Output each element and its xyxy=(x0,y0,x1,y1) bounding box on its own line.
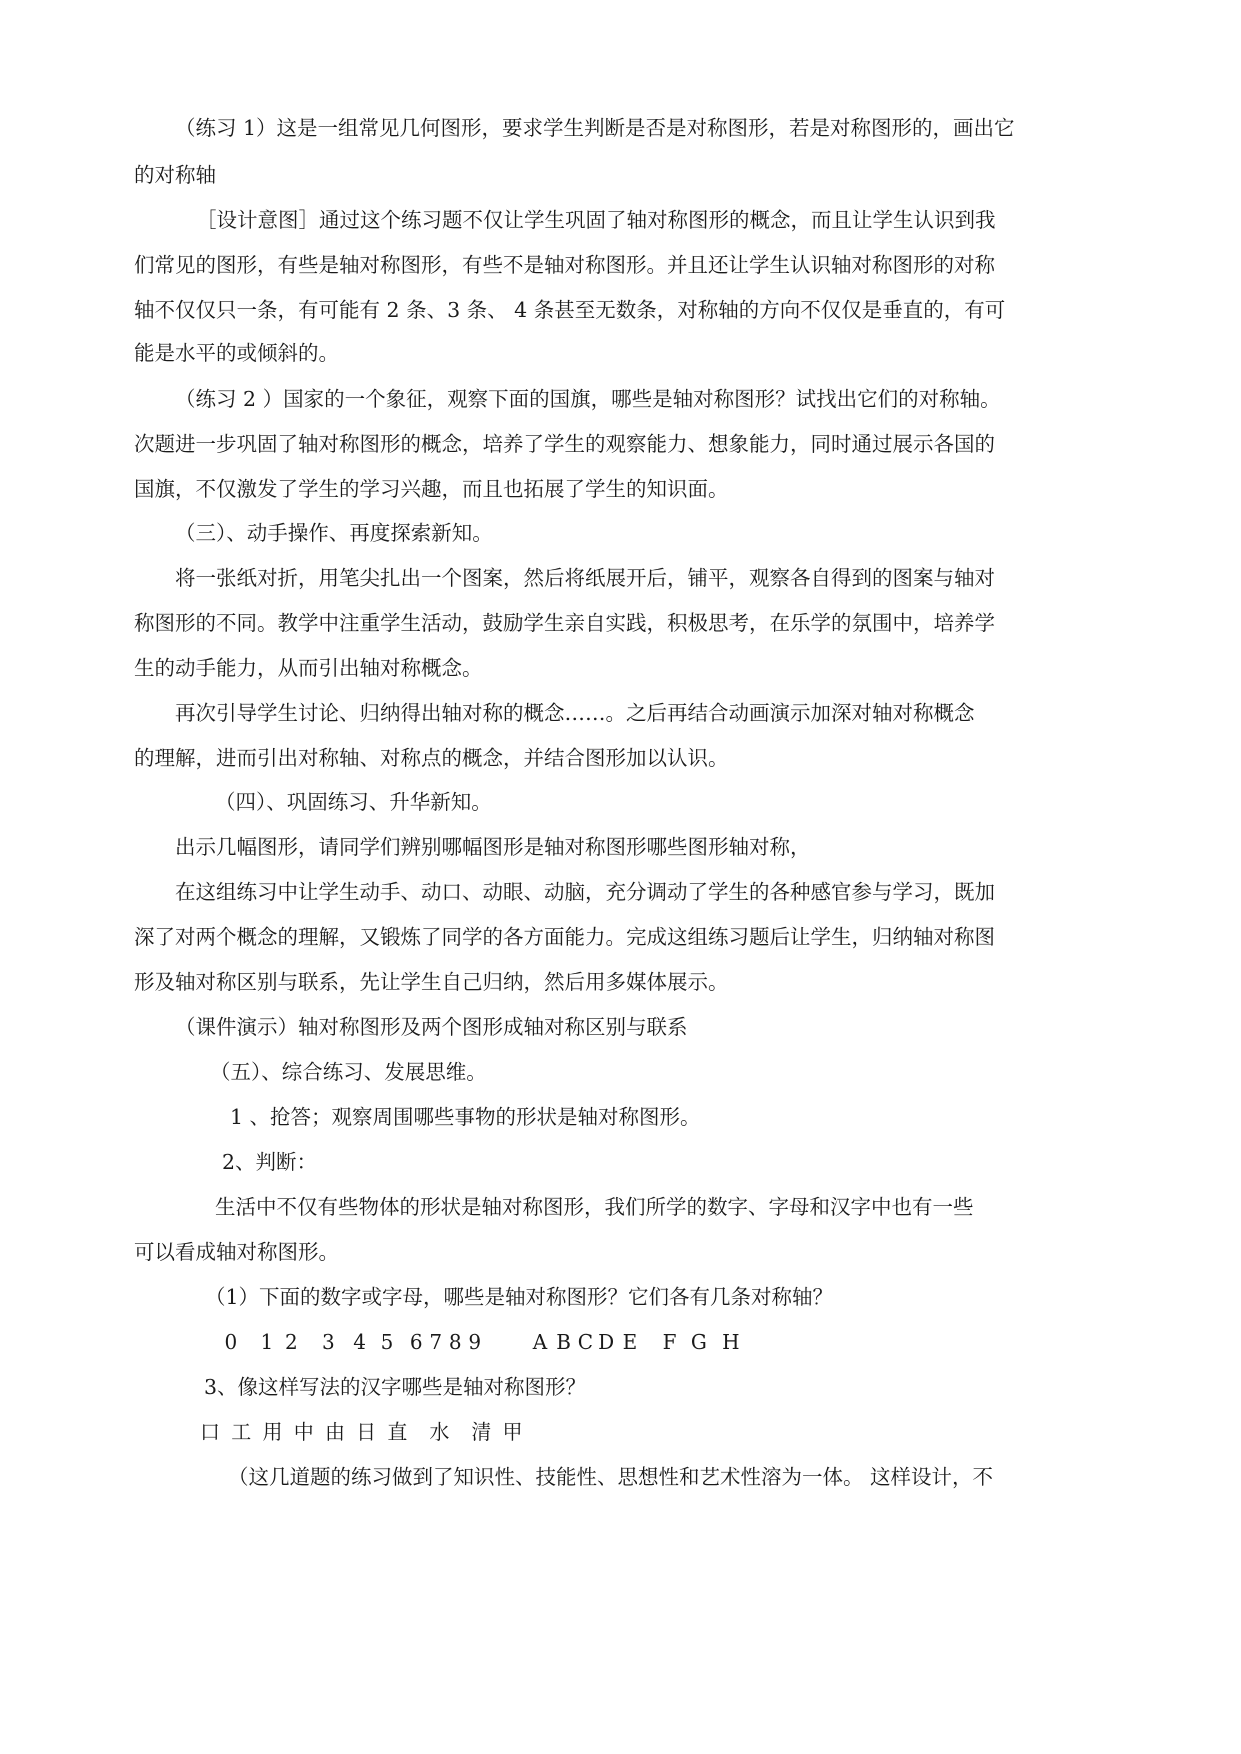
hanzi-char: 直 xyxy=(387,1420,408,1444)
digit: 4 xyxy=(353,1330,366,1354)
paragraph-line: 深了对两个概念的理解，又锻炼了同学的各方面能力。完成这组练习题后让学生，归纳轴对称图 xyxy=(134,925,995,949)
digits-letters-row xyxy=(0,1328,1211,1356)
letter: G xyxy=(690,1330,707,1354)
paragraph-line: 出示几幅图形，请同学们辨别哪幅图形是轴对称图形哪些图形轴对称， xyxy=(175,835,811,859)
digit: 7 xyxy=(429,1330,443,1354)
digit: 3 xyxy=(322,1330,335,1354)
section-heading: （三）、动手操作、再度探索新知。 xyxy=(175,521,493,545)
letter: A xyxy=(532,1330,548,1354)
paragraph-line: 称图形的不同。教学中注重学生活动，鼓励学生亲自实践，积极思考，在乐学的氛围中，培养学 xyxy=(134,611,995,635)
letter: H xyxy=(722,1330,740,1354)
paragraph-line: 在这组练习中让学生动手、动口、动眼、动脑，充分调动了学生的各种感官参与学习，既加 xyxy=(175,880,995,904)
paragraph-line: 生活中不仅有些物体的形状是轴对称图形，我们所学的数字、字母和汉字中也有一些 xyxy=(215,1195,974,1219)
hanzi-char: 口 xyxy=(200,1420,221,1444)
hanzi-char: 工 xyxy=(231,1420,252,1444)
question-line: 3、像这样写法的汉字哪些是轴对称图形？ xyxy=(204,1375,587,1399)
question-line: 1 、抢答；观察周围哪些事物的形状是轴对称图形。 xyxy=(230,1105,701,1129)
digit: 0 xyxy=(224,1330,238,1354)
paragraph-line: 轴不仅仅只一条，有可能有 2 条、3 条、 4 条甚至无数条，对称轴的方向不仅仅是垂直的，有可 xyxy=(134,298,1006,322)
paragraph-line: 将一张纸对折，用笔尖扎出一个图案，然后将纸展开后，铺平，观察各自得到的图案与轴对 xyxy=(175,566,995,590)
paragraph-line: （这几道题的练习做到了知识性、技能性、思想性和艺术性溶为一体。 这样设计，不 xyxy=(228,1465,994,1489)
section-heading: （四）、巩固练习、升华新知。 xyxy=(215,790,492,814)
hanzi-char: 日 xyxy=(356,1420,377,1444)
paragraph-line: 形及轴对称区别与联系，先让学生自己归纳，然后用多媒体展示。 xyxy=(134,970,729,994)
digit: 8 xyxy=(448,1330,462,1354)
paragraph-line: 再次引导学生讨论、归纳得出轴对称的概念……。之后再结合动画演示加深对轴对称概念 xyxy=(175,701,975,725)
hanzi-char: 清 xyxy=(471,1420,492,1444)
hanzi-char: 用 xyxy=(262,1420,283,1444)
digit: 5 xyxy=(380,1330,394,1354)
paragraph-line: ［设计意图］通过这个练习题不仅让学生巩固了轴对称图形的概念，而且让学生认识到我 xyxy=(196,208,996,232)
paragraph-line: 生的动手能力，从而引出轴对称概念。 xyxy=(134,656,483,680)
paragraph-line: 们常见的图形，有些是轴对称图形，有些不是轴对称图形。并且还让学生认识轴对称图形的对称 xyxy=(134,253,995,277)
hanzi-char: 甲 xyxy=(502,1420,523,1444)
letter: B xyxy=(556,1330,571,1354)
digit: 1 xyxy=(260,1330,274,1354)
digit: 6 xyxy=(409,1330,423,1354)
paragraph-line: 的对称轴 xyxy=(134,163,216,187)
paragraph-line: 可以看成轴对称图形。 xyxy=(134,1240,339,1264)
question-line: （1）下面的数字或字母，哪些是轴对称图形？它们各有几条对称轴？ xyxy=(205,1285,834,1309)
digit: 9 xyxy=(468,1330,482,1354)
letter: C xyxy=(577,1330,593,1354)
hanzi-char: 中 xyxy=(293,1420,314,1444)
section-heading: （五）、综合练习、发展思维。 xyxy=(210,1060,487,1084)
digit: 2 xyxy=(284,1330,298,1354)
paragraph-line: （练习 1）这是一组常见几何图形，要求学生判断是否是对称图形，若是对称图形的，画出它 xyxy=(175,116,1015,140)
paragraph-line: 国旗，不仅激发了学生的学习兴趣，而且也拓展了学生的知识面。 xyxy=(134,477,729,501)
paragraph-line: 能是水平的或倾斜的。 xyxy=(134,341,339,365)
hanzi-char: 由 xyxy=(324,1420,345,1444)
hanzi-row xyxy=(0,1418,1211,1446)
letter: D xyxy=(598,1330,615,1354)
paragraph-line: 的理解，进而引出对称轴、对称点的概念，并结合图形加以认识。 xyxy=(134,746,729,770)
paragraph-line: 次题进一步巩固了轴对称图形的概念，培养了学生的观察能力、想象能力，同时通过展示各国的 xyxy=(134,432,995,456)
hanzi-char: 水 xyxy=(429,1420,450,1444)
paragraph-line: （课件演示）轴对称图形及两个图形成轴对称区别与联系 xyxy=(175,1015,688,1039)
letter: E xyxy=(622,1330,638,1354)
question-line: 2、判断： xyxy=(222,1150,318,1174)
paragraph-line: （练习 2 ）国家的一个象征，观察下面的国旗，哪些是轴对称图形？试找出它们的对称轴。 xyxy=(175,387,1001,411)
letter: F xyxy=(662,1330,677,1354)
